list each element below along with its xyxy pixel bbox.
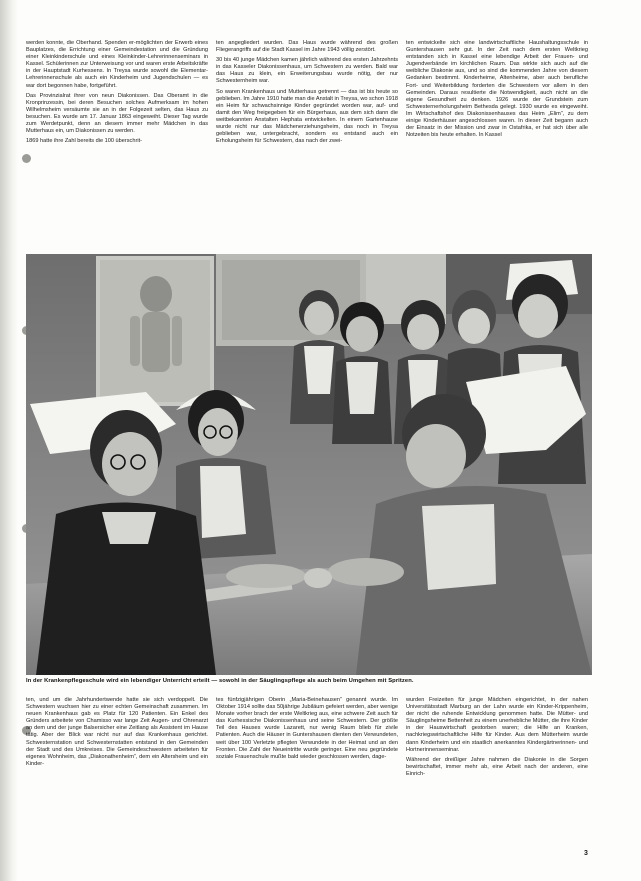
paragraph: werden konnte, die Oberhand. Spenden er-möglichten der Erwerb eines Bauplatzes, die Errichtung einer Gemeindestation und die Gründung einer Kleinkinderschule und eines Kleinkinder-Lehrerinnenseminars in Kassel. Schülerinnen zur Unterweisung vor und waren erste Arbeitskräfte in der Hauptstadt Kurhessens. In Treysa wurde sowohl die Elementar-Lehrerinnenschule als auch ein Kinderheim und Jugendschulen — es war dort begonnen habe, fortgeführt.	[26, 40, 208, 89]
classroom-photo	[26, 254, 592, 675]
paragraph: 30 bis 40 junge Mädchen kamen jährlich während des ersten Jahrzehnts in das Kasseler Diakonissenhaus, um Schwestern zu werden. Bald war das Haus zu klein, ein Erweiterungsbau wurde nötig, der nur Schwesternheim war.	[216, 57, 398, 85]
bottom-column-3	[406, 697, 588, 781]
bottom-column-2	[216, 697, 398, 764]
photo-caption: In der Krankenpflegeschule wird ein lebendiger Unterricht erteilt — sowohl in der Säuglingspflege als auch beim Umgehen mit Spritzen.	[26, 678, 414, 684]
paragraph: Während der dreißiger Jahre nahmen die Diakonie in die Sorgen bewirtschaftet, immer mehr ab, eine Arbeit nach der anderen, eine Einrich-	[406, 756, 588, 777]
paragraph: wurden Freizeiten für junge Mädchen eingerichtet, in der nahen Universitätsstadt Marburg an der Lahn wurde ein Kinder-Krippenheim, der nicht die ruhende Entwicklung genommen hatte. Die Mütter- und Säuglingsheime Bettenheit zu einem unerhebliche Mütter, die ihre Kinder in der Hauswirtschaft gestorben waren; die Hilfe an Kranken, nachkriegswirtschaftliche Hilfe für Kinder. Aus dem Mütterheim wurde dann Kinderheim und ein staatlich anerkanntes Kindergärtnerinnen- und Hortnerinnenseminar.	[406, 697, 588, 753]
top-column-2	[216, 40, 398, 148]
paragraph: ten angegliedert wurden. Das Haus wurde während des großen Fliegerangriffs auf die Stadt Kassel im Jahre 1943 völlig zerstört.	[216, 40, 398, 54]
paragraph: ten entwickelte sich eine landwirtschaftliche Haushaltungsschule in Guntershausen sehr gut. In der Zeit nach dem ersten Weltkrieg entstanden sich in Kassel eine lebendige Arbeit der Frauen- und Jugendverbände im kirchlichen Raum. Das wirkte sich auch auf die weibliche Diakonie aus, und so sind die kommenden Jahre von diesem Gedanken bestimmt. Kinderheime, Altenheime, aber auch berufliche Fort- und Weiterbildung forderten die Schwestern vor allem in den Gemeinden. Daraus resultierte die Notwendigkeit, auch nicht an die eigene Gesundheit zu denken. 1926 wurde der Grundstein zum Schwesternerholungsheim Bethesda gelegt. 1930 wurde es eingeweiht. Im Wirtschaftshof des Diakonissenhauses das Heim „Elim“, zu dem einige Kinderhäuser angeschlossen waren. In dieser Zeit begann auch der Einsatz in der Mission und zwar in Ostafrika, er hat sich über alle Notzeiten bis heute erhalten. In Kassel	[406, 40, 588, 139]
paragraph: So waren Krankenhaus und Mutterhaus getrennt — das ist bis heute so geblieben. Im Jahre 1910 hatte man die Anstalt in Treysa, wo schon 1918 ein Heim für schwachsinnige Kinder gegründet worden war, auf- und damit den Weg freigegeben für ein Bürgerhaus, aus dem sich dann die weitbekannten Anstalten Hephata entwickelten. In einem Gartenhause wurde nicht nur das Mädchenerziehungsheim, das noch in Treysa geblieben war, untergebracht, sondern es entstand auch ein Erholungsheim für Schwestern, das nach der zwei-	[216, 88, 398, 145]
binding-hole	[22, 154, 31, 163]
bottom-column-1	[26, 697, 208, 771]
photo-illustration	[26, 254, 592, 675]
page-number: 3	[584, 850, 588, 857]
paragraph: Das Provinzialrat ihrer von neun Diakonissen. Das Oberamt in die Kronprinzessin, bei deren Besuchen solches Aufmerksam im hohen Wilhelmsheim versäumte sie an in der Folgezeit selten, das Haus zu besuchen. Es wurde am 17. Januar 1863 eingeweiht. Dieser Tag wurde zum Werdetpunkt, denn an diesem immer mehr Mädchen in das Mutterhaus ein, um Diakonissen zu werden.	[26, 92, 208, 135]
paragraph: 1869 hatte ihre Zahl bereits die 100 überschrit-	[26, 138, 142, 145]
top-column-3	[406, 40, 588, 142]
paragraph: tes fünfzigjährigen Oberin „Maria-Beinehausen“ genannt wurde. Im Oktober 1914 sollte das 50jährige Jubiläum gefeiert werden, aber wenige Monate vorher brach der erste Weltkrieg aus, eine schwere Zeit auch für das Kurhessische Diakonissenhaus und seine Schwestern. Der größte Teil des Hauses wurde Lazarett, nur wenig Raum blieb für zivile Patienten. Auch die Häuser in Guntershausen dienten den Verwundeten, weit über 100 Verletzte pflegten Verwundete in der Heimat und an den Fronten. Die Zahl der Neueintritte wurde geringer. Eine neu gegründete soziale Frauenschule mußte bald wieder geschlossen werden, dage-	[216, 697, 398, 760]
page-edge-shadow	[0, 0, 18, 881]
top-column-1	[26, 40, 208, 148]
paragraph: ten, und um die Jahrhundertwende hatte sie sich verdoppelt. Die Schwestern wuchsen hier zu einer echten Gemeinschaft zusammen. Im neuen Krankenhaus gab es Platz für 120 Patienten. Ein Enkel des Gründers arbeitete von Chamisso war lange Zeit Augen- und Ohrenarzt an dem und der junge Balsersicher eine Zeitlang als Assistent im Hause tätig. Aber der Blick war nicht nur auf das Krankenhaus gerichtet. Schwesternstation und Schwesternstatten entstand in den Gemeinden der Stadt und des Umkreises. Die Gemeindeschwestern arbeiteten für eigenes Wohnheim, das „Diakonathenheim“, dem ein Altersheim und ein Kinder-	[26, 697, 208, 767]
